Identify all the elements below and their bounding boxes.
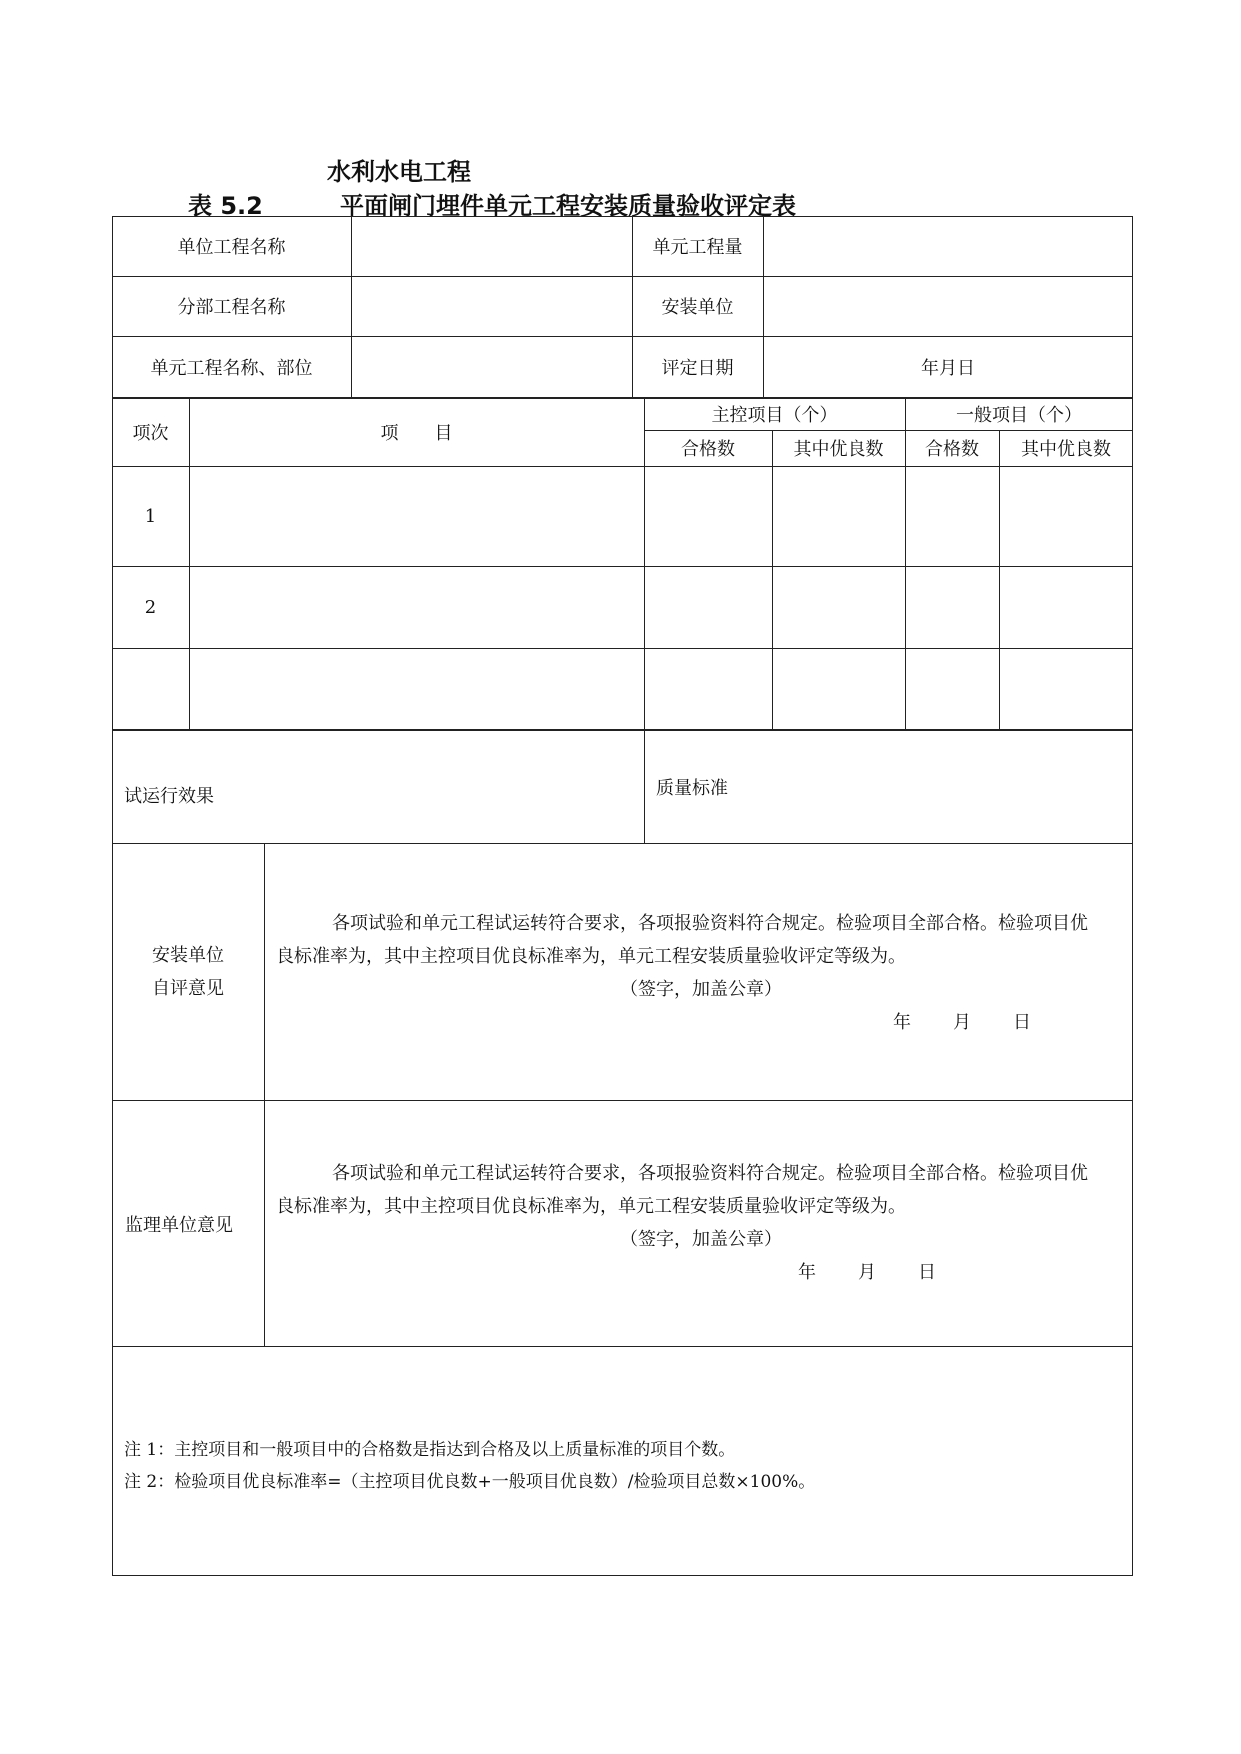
sub-project-name-label: 分部工程名称 bbox=[177, 297, 286, 318]
row-general-qualified[interactable] bbox=[905, 466, 999, 566]
row-main-excellent[interactable] bbox=[772, 566, 905, 648]
row-general-excellent[interactable] bbox=[999, 566, 1133, 648]
install-opinion-label-line1: 安装单位 bbox=[152, 945, 224, 966]
main-items-group-header: 主控项目（个） bbox=[711, 405, 838, 426]
eval-date-value[interactable]: 年月日 bbox=[921, 358, 975, 379]
main-excellent-header: 其中优良数 bbox=[793, 439, 884, 460]
supervision-day: 日 bbox=[918, 1262, 936, 1283]
install-unit-value[interactable] bbox=[763, 276, 1133, 336]
supervision-month: 月 bbox=[858, 1262, 876, 1283]
unit-name-part-label: 单元工程名称、部位 bbox=[150, 358, 313, 379]
supervision-opinion-text[interactable] bbox=[276, 1157, 1126, 1289]
install-year: 年 bbox=[893, 1012, 911, 1033]
install-opinion-line1: 各项试验和单元工程试运转符合要求，各项报验资料符合规定。检验项目全部合格。检验项目优 bbox=[332, 913, 1088, 934]
row-index: 1 bbox=[144, 505, 157, 527]
install-unit-label: 安装单位 bbox=[661, 297, 734, 318]
row-item[interactable] bbox=[189, 566, 644, 648]
row-main-excellent[interactable] bbox=[772, 648, 905, 730]
row-general-excellent[interactable] bbox=[999, 466, 1133, 566]
divider bbox=[264, 1100, 265, 1347]
install-opinion-text[interactable] bbox=[276, 907, 1126, 1039]
install-month: 月 bbox=[953, 1012, 971, 1033]
col-item-header: 项 目 bbox=[380, 423, 453, 444]
supervision-date bbox=[276, 1256, 1126, 1289]
general-excellent-header: 其中优良数 bbox=[1021, 439, 1111, 460]
note-1: 注 1：主控项目和一般项目中的合格数是指达到合格及以上质量标准的项目个数。 bbox=[124, 1440, 736, 1460]
install-opinion-label-line2: 自评意见 bbox=[152, 978, 224, 999]
install-opinion-line2: 良标准率为，其中主控项目优良标准率为，单元工程安装质量验收评定等级为。 bbox=[276, 946, 906, 967]
row-main-qualified[interactable] bbox=[644, 648, 772, 730]
install-sign-note: （签字，加盖公章） bbox=[620, 979, 782, 1000]
table-title: 平面闸门埋件单元工程安装质量验收评定表 bbox=[340, 192, 796, 220]
general-items-group-header: 一般项目（个） bbox=[956, 405, 1082, 426]
supervision-sign-note: （签字，加盖公章） bbox=[620, 1229, 782, 1250]
supervision-opinion-label: 监理单位意见 bbox=[125, 1214, 233, 1236]
supervision-year: 年 bbox=[798, 1262, 816, 1283]
title-org: 水利水电工程 bbox=[327, 158, 471, 186]
install-opinion-label bbox=[112, 843, 264, 1101]
divider bbox=[264, 843, 265, 1101]
trial-run-label: 试运行效果 bbox=[124, 786, 214, 807]
unit-quantity-value[interactable] bbox=[763, 216, 1133, 276]
col-index-header: 项次 bbox=[132, 423, 169, 444]
general-qualified-header: 合格数 bbox=[925, 439, 979, 460]
row-general-qualified[interactable] bbox=[905, 648, 999, 730]
install-day: 日 bbox=[1013, 1012, 1031, 1033]
row-index bbox=[112, 648, 189, 730]
unit-project-name-label: 单位工程名称 bbox=[177, 237, 286, 258]
row-general-qualified[interactable] bbox=[905, 566, 999, 648]
table-number: 表 5.2 bbox=[188, 192, 263, 220]
supervision-opinion-line2: 良标准率为，其中主控项目优良标准率为，单元工程安装质量验收评定等级为。 bbox=[276, 1196, 906, 1217]
supervision-opinion-line1: 各项试验和单元工程试运转符合要求，各项报验资料符合规定。检验项目全部合格。检验项目优 bbox=[332, 1163, 1088, 1184]
unit-name-part-value[interactable] bbox=[351, 336, 632, 398]
row-item[interactable] bbox=[189, 466, 644, 566]
note-2: 注 2：检验项目优良标准率=（主控项目优良数+一般项目优良数）/检验项目总数×100%。 bbox=[124, 1472, 816, 1492]
row-main-excellent[interactable] bbox=[772, 466, 905, 566]
quality-standard-label: 质量标准 bbox=[656, 778, 728, 799]
row-item[interactable] bbox=[189, 648, 644, 730]
install-date bbox=[276, 1006, 1126, 1039]
row-general-excellent[interactable] bbox=[999, 648, 1133, 730]
row-main-qualified[interactable] bbox=[644, 566, 772, 648]
notes bbox=[124, 1434, 815, 1498]
row-main-qualified[interactable] bbox=[644, 466, 772, 566]
sub-project-name-value[interactable] bbox=[351, 276, 632, 336]
eval-date-label: 评定日期 bbox=[661, 358, 734, 379]
unit-quantity-label: 单元工程量 bbox=[652, 237, 743, 258]
main-qualified-header: 合格数 bbox=[681, 439, 735, 460]
row-index: 2 bbox=[144, 596, 157, 618]
unit-project-name-value[interactable] bbox=[351, 216, 632, 276]
